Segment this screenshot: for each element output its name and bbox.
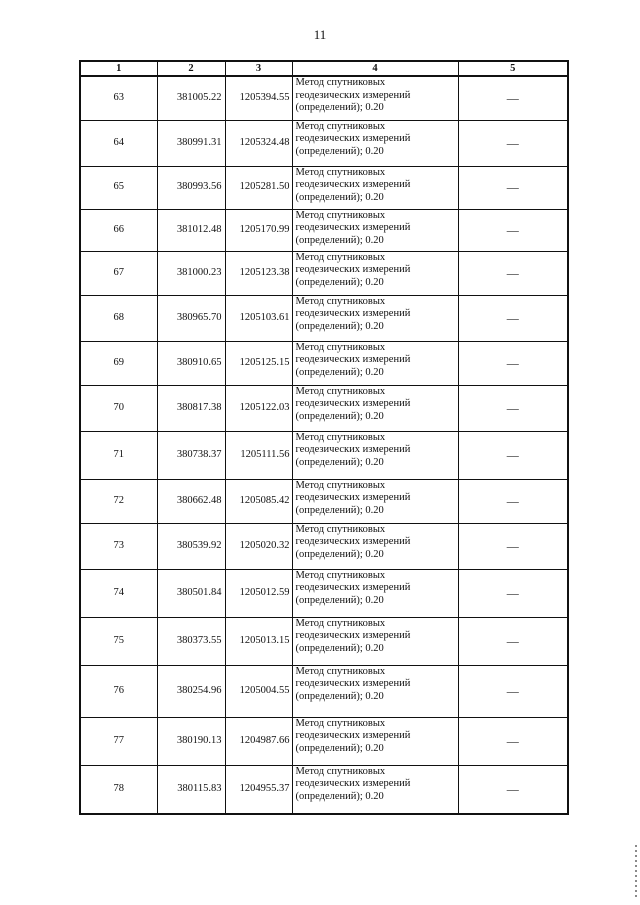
table-row bbox=[80, 765, 568, 814]
note-cell: — bbox=[458, 251, 568, 295]
method-line: Метод спутниковых bbox=[295, 385, 386, 397]
method-cell bbox=[292, 295, 458, 341]
method-cell bbox=[292, 76, 458, 120]
x-coordinate-cell: 380662.48 bbox=[157, 479, 225, 523]
y-coordinate-cell: 1204955.37 bbox=[225, 765, 292, 814]
table-row bbox=[80, 120, 568, 166]
table-header-row bbox=[80, 61, 568, 76]
y-coordinate-cell: 1205013.15 bbox=[225, 617, 292, 665]
y-coordinate-cell: 1205394.55 bbox=[225, 76, 292, 120]
method-cell bbox=[292, 385, 458, 431]
note-cell: — bbox=[458, 431, 568, 479]
method-cell bbox=[292, 717, 458, 765]
point-number-cell: 71 bbox=[80, 431, 157, 479]
y-coordinate-cell: 1205012.59 bbox=[225, 569, 292, 617]
note-cell: — bbox=[458, 385, 568, 431]
x-coordinate-cell: 380373.55 bbox=[157, 617, 225, 665]
method-line: геодезических измерений bbox=[295, 730, 411, 741]
method-line: (определений); 0.20 bbox=[295, 410, 384, 422]
method-line: Метод спутниковых bbox=[295, 717, 386, 729]
method-line: геодезических измерений bbox=[295, 678, 411, 689]
header-col-3: 3 bbox=[225, 61, 292, 76]
method-line: Метод спутниковых bbox=[295, 120, 386, 132]
x-coordinate-cell: 380501.84 bbox=[157, 569, 225, 617]
method-line: Метод спутниковых bbox=[295, 479, 386, 491]
y-coordinate-cell: 1205170.99 bbox=[225, 209, 292, 251]
y-coordinate-cell: 1205122.03 bbox=[225, 385, 292, 431]
point-number-cell: 66 bbox=[80, 209, 157, 251]
method-line: (определений); 0.20 bbox=[295, 790, 384, 802]
x-coordinate-cell: 381000.23 bbox=[157, 251, 225, 295]
y-coordinate-cell: 1205123.38 bbox=[225, 251, 292, 295]
header-col-4: 4 bbox=[292, 61, 458, 76]
method-line: Метод спутниковых bbox=[295, 209, 386, 221]
method-line: геодезических измерений bbox=[295, 264, 411, 275]
method-cell bbox=[292, 523, 458, 569]
point-number-cell: 73 bbox=[80, 523, 157, 569]
method-cell bbox=[292, 120, 458, 166]
point-number-cell: 63 bbox=[80, 76, 157, 120]
method-line: Метод спутниковых bbox=[295, 251, 386, 263]
y-coordinate-cell: 1205004.55 bbox=[225, 665, 292, 717]
method-cell bbox=[292, 209, 458, 251]
table-row bbox=[80, 209, 568, 251]
method-line: (определений); 0.20 bbox=[295, 548, 384, 560]
table-row bbox=[80, 717, 568, 765]
method-cell bbox=[292, 569, 458, 617]
method-line: геодезических измерений bbox=[295, 179, 411, 190]
point-number-cell: 69 bbox=[80, 341, 157, 385]
method-line: геодезических измерений bbox=[295, 308, 411, 319]
x-coordinate-cell: 380910.65 bbox=[157, 341, 225, 385]
point-number-cell: 64 bbox=[80, 120, 157, 166]
note-cell: — bbox=[458, 76, 568, 120]
table-row bbox=[80, 569, 568, 617]
table-body bbox=[80, 76, 568, 814]
y-coordinate-cell: 1205085.42 bbox=[225, 479, 292, 523]
method-line: (определений); 0.20 bbox=[295, 276, 384, 288]
note-cell: — bbox=[458, 209, 568, 251]
point-number-cell: 68 bbox=[80, 295, 157, 341]
method-line: Метод спутниковых bbox=[295, 341, 386, 353]
note-cell: — bbox=[458, 295, 568, 341]
method-line: геодезических измерений bbox=[295, 398, 411, 409]
header-col-5: 5 bbox=[458, 61, 568, 76]
y-coordinate-cell: 1205020.32 bbox=[225, 523, 292, 569]
method-cell bbox=[292, 765, 458, 814]
x-coordinate-cell: 380254.96 bbox=[157, 665, 225, 717]
method-line: геодезических измерений bbox=[295, 133, 411, 144]
method-line: Метод спутниковых bbox=[295, 617, 386, 629]
method-line: геодезических измерений bbox=[295, 536, 411, 547]
header-col-2: 2 bbox=[157, 61, 225, 76]
method-line: геодезических измерений bbox=[295, 778, 411, 789]
note-cell: — bbox=[458, 479, 568, 523]
point-number-cell: 65 bbox=[80, 166, 157, 209]
method-line: геодезических измерений bbox=[295, 630, 411, 641]
y-coordinate-cell: 1205125.15 bbox=[225, 341, 292, 385]
method-line: Метод спутниковых bbox=[295, 523, 386, 535]
method-line: (определений); 0.20 bbox=[295, 320, 384, 332]
method-cell bbox=[292, 431, 458, 479]
point-number-cell: 76 bbox=[80, 665, 157, 717]
table-row bbox=[80, 341, 568, 385]
method-line: (определений); 0.20 bbox=[295, 594, 384, 606]
y-coordinate-cell: 1205111.56 bbox=[225, 431, 292, 479]
x-coordinate-cell: 380190.13 bbox=[157, 717, 225, 765]
method-cell bbox=[292, 341, 458, 385]
method-line: (определений); 0.20 bbox=[295, 742, 384, 754]
method-line: Метод спутниковых bbox=[295, 295, 386, 307]
coordinates-table bbox=[79, 60, 569, 815]
method-line: геодезических измерений bbox=[295, 444, 411, 455]
method-cell bbox=[292, 166, 458, 209]
method-line: геодезических измерений bbox=[295, 492, 411, 503]
method-line: (определений); 0.20 bbox=[295, 642, 384, 654]
point-number-cell: 77 bbox=[80, 717, 157, 765]
table-row bbox=[80, 479, 568, 523]
method-cell bbox=[292, 479, 458, 523]
y-coordinate-cell: 1205324.48 bbox=[225, 120, 292, 166]
method-line: (определений); 0.20 bbox=[295, 234, 384, 246]
y-coordinate-cell: 1204987.66 bbox=[225, 717, 292, 765]
x-coordinate-cell: 380993.56 bbox=[157, 166, 225, 209]
table-row bbox=[80, 523, 568, 569]
table-row bbox=[80, 166, 568, 209]
table-row bbox=[80, 76, 568, 120]
method-line: геодезических измерений bbox=[295, 222, 411, 233]
note-cell: — bbox=[458, 717, 568, 765]
point-number-cell: 74 bbox=[80, 569, 157, 617]
x-coordinate-cell: 380539.92 bbox=[157, 523, 225, 569]
table-row bbox=[80, 295, 568, 341]
x-coordinate-cell: 380991.31 bbox=[157, 120, 225, 166]
x-coordinate-cell: 380738.37 bbox=[157, 431, 225, 479]
method-line: геодезических измерений bbox=[295, 354, 411, 365]
method-line: Метод спутниковых bbox=[295, 569, 386, 581]
point-number-cell: 72 bbox=[80, 479, 157, 523]
table-row bbox=[80, 385, 568, 431]
method-cell bbox=[292, 251, 458, 295]
y-coordinate-cell: 1205103.61 bbox=[225, 295, 292, 341]
page-number: 11 bbox=[313, 27, 327, 42]
x-coordinate-cell: 380817.38 bbox=[157, 385, 225, 431]
note-cell: — bbox=[458, 569, 568, 617]
table-row bbox=[80, 251, 568, 295]
method-line: геодезических измерений bbox=[295, 582, 411, 593]
note-cell: — bbox=[458, 665, 568, 717]
note-cell: — bbox=[458, 765, 568, 814]
note-cell: — bbox=[458, 617, 568, 665]
method-line: Метод спутниковых bbox=[295, 665, 386, 677]
method-line: (определений); 0.20 bbox=[295, 456, 384, 468]
x-coordinate-cell: 380115.83 bbox=[157, 765, 225, 814]
point-number-cell: 78 bbox=[80, 765, 157, 814]
table-row bbox=[80, 665, 568, 717]
method-line: Метод спутниковых bbox=[295, 166, 386, 178]
method-line: (определений); 0.20 bbox=[295, 102, 384, 113]
margin-mark bbox=[635, 845, 637, 897]
header-col-1: 1 bbox=[80, 61, 157, 76]
point-number-cell: 70 bbox=[80, 385, 157, 431]
method-line: (определений); 0.20 bbox=[295, 191, 384, 203]
y-coordinate-cell: 1205281.50 bbox=[225, 166, 292, 209]
method-line: Метод спутниковых bbox=[295, 77, 386, 88]
method-line: Метод спутниковых bbox=[295, 431, 386, 443]
point-number-cell: 75 bbox=[80, 617, 157, 665]
method-line: Метод спутниковых bbox=[295, 765, 386, 777]
method-line: (определений); 0.20 bbox=[295, 145, 384, 157]
note-cell: — bbox=[458, 341, 568, 385]
x-coordinate-cell: 381005.22 bbox=[157, 76, 225, 120]
method-line: (определений); 0.20 bbox=[295, 504, 384, 516]
x-coordinate-cell: 381012.48 bbox=[157, 209, 225, 251]
note-cell: — bbox=[458, 523, 568, 569]
x-coordinate-cell: 380965.70 bbox=[157, 295, 225, 341]
method-line: геодезических измерений bbox=[295, 89, 411, 101]
table-row bbox=[80, 617, 568, 665]
note-cell: — bbox=[458, 166, 568, 209]
method-cell bbox=[292, 665, 458, 717]
note-cell: — bbox=[458, 120, 568, 166]
method-cell bbox=[292, 617, 458, 665]
method-line: (определений); 0.20 bbox=[295, 690, 384, 702]
table-row bbox=[80, 431, 568, 479]
method-line: (определений); 0.20 bbox=[295, 366, 384, 378]
point-number-cell: 67 bbox=[80, 251, 157, 295]
